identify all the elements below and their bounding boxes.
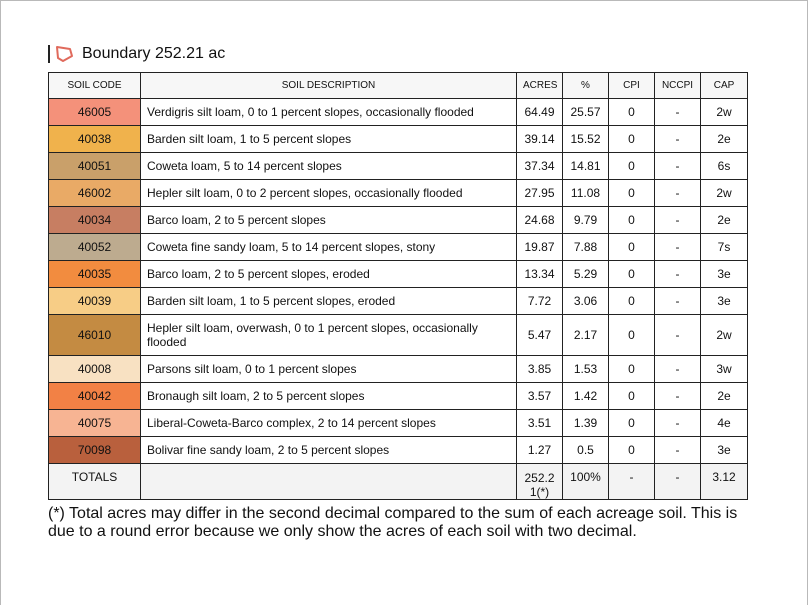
cap-cell: 4e <box>701 410 748 437</box>
soil-code-cell: 40039 <box>49 288 141 315</box>
column-header-cpi: CPI <box>609 73 655 99</box>
percent-cell: 3.06 <box>563 288 609 315</box>
soil-description-cell: Barco loam, 2 to 5 percent slopes <box>141 207 517 234</box>
cpi-cell: 0 <box>609 126 655 153</box>
percent-cell: 15.52 <box>563 126 609 153</box>
soil-description-cell: Hepler silt loam, overwash, 0 to 1 percent slopes, occasionally flooded <box>141 315 517 356</box>
soil-code-cell: 40008 <box>49 356 141 383</box>
acres-cell: 1.27 <box>517 437 563 464</box>
soil-code-cell: 40052 <box>49 234 141 261</box>
column-header-acres: ACRES <box>517 73 563 99</box>
acres-cell: 5.47 <box>517 315 563 356</box>
acres-cell: 37.34 <box>517 153 563 180</box>
nccpi-cell: - <box>655 356 701 383</box>
column-header-cap: CAP <box>701 73 748 99</box>
acres-cell: 13.34 <box>517 261 563 288</box>
percent-cell: 1.53 <box>563 356 609 383</box>
soil-description-cell: Hepler silt loam, 0 to 2 percent slopes, occasionally flooded <box>141 180 517 207</box>
soil-description-cell: Barco loam, 2 to 5 percent slopes, eroded <box>141 261 517 288</box>
acres-cell: 64.49 <box>517 99 563 126</box>
totals-acres-text: 252.2 1(*) <box>524 471 555 499</box>
acres-cell: 7.72 <box>517 288 563 315</box>
cap-cell: 2e <box>701 383 748 410</box>
column-header-percent: % <box>563 73 609 99</box>
nccpi-cell: - <box>655 180 701 207</box>
nccpi-cell: - <box>655 315 701 356</box>
nccpi-cell: - <box>655 437 701 464</box>
cpi-cell: 0 <box>609 437 655 464</box>
percent-cell: 7.88 <box>563 234 609 261</box>
soil-code-cell: 40051 <box>49 153 141 180</box>
table-row <box>49 234 748 261</box>
cpi-cell: 0 <box>609 99 655 126</box>
soil-code-cell: 46005 <box>49 99 141 126</box>
percent-cell: 9.79 <box>563 207 609 234</box>
boundary-header <box>48 44 225 64</box>
cpi-cell: 0 <box>609 234 655 261</box>
cpi-cell: 0 <box>609 383 655 410</box>
cap-cell: 2e <box>701 126 748 153</box>
cap-cell: 3e <box>701 261 748 288</box>
cap-cell: 2w <box>701 180 748 207</box>
acres-cell: 3.57 <box>517 383 563 410</box>
column-header-soil-description: SOIL DESCRIPTION <box>141 73 517 99</box>
percent-cell: 0.5 <box>563 437 609 464</box>
percent-cell: 25.57 <box>563 99 609 126</box>
soil-code-cell: 40038 <box>49 126 141 153</box>
cap-cell: 3e <box>701 437 748 464</box>
rounding-footnote: (*) Total acres may differ in the second decimal compared to the sum of each acreage soil. This is due to a round error because we only show the acres of each soil with two decimal. <box>48 505 738 540</box>
totals-acres <box>517 464 563 500</box>
acres-cell: 3.85 <box>517 356 563 383</box>
nccpi-cell: - <box>655 261 701 288</box>
column-header-nccpi: NCCPI <box>655 73 701 99</box>
percent-cell: 14.81 <box>563 153 609 180</box>
cap-cell: 3w <box>701 356 748 383</box>
soil-table <box>48 72 748 500</box>
cap-cell: 3e <box>701 288 748 315</box>
nccpi-cell: - <box>655 99 701 126</box>
soil-description-cell: Coweta fine sandy loam, 5 to 14 percent slopes, stony <box>141 234 517 261</box>
totals-percent: 100% <box>563 464 609 500</box>
nccpi-cell: - <box>655 153 701 180</box>
table-row <box>49 180 748 207</box>
boundary-polygon-icon <box>54 45 74 63</box>
table-row <box>49 410 748 437</box>
nccpi-cell: - <box>655 288 701 315</box>
cpi-cell: 0 <box>609 356 655 383</box>
totals-label: TOTALS <box>49 464 141 500</box>
percent-cell: 2.17 <box>563 315 609 356</box>
soil-description-cell: Parsons silt loam, 0 to 1 percent slopes <box>141 356 517 383</box>
nccpi-cell: - <box>655 410 701 437</box>
acres-cell: 3.51 <box>517 410 563 437</box>
acres-cell: 39.14 <box>517 126 563 153</box>
soil-code-cell: 40035 <box>49 261 141 288</box>
soil-description-cell: Barden silt loam, 1 to 5 percent slopes, eroded <box>141 288 517 315</box>
table-row <box>49 207 748 234</box>
acres-cell: 19.87 <box>517 234 563 261</box>
cap-cell: 6s <box>701 153 748 180</box>
soil-description-cell: Liberal-Coweta-Barco complex, 2 to 14 percent slopes <box>141 410 517 437</box>
cpi-cell: 0 <box>609 180 655 207</box>
table-header-row <box>49 73 748 99</box>
soil-code-cell: 40075 <box>49 410 141 437</box>
acres-cell: 24.68 <box>517 207 563 234</box>
table-row <box>49 261 748 288</box>
table-row <box>49 288 748 315</box>
cpi-cell: 0 <box>609 207 655 234</box>
nccpi-cell: - <box>655 207 701 234</box>
soil-description-cell: Bronaugh silt loam, 2 to 5 percent slopes <box>141 383 517 410</box>
cpi-cell: 0 <box>609 315 655 356</box>
soil-code-cell: 46010 <box>49 315 141 356</box>
totals-description <box>141 464 517 500</box>
header-divider <box>48 45 50 63</box>
soil-code-cell: 40042 <box>49 383 141 410</box>
totals-row <box>49 464 748 500</box>
totals-cap: 3.12 <box>701 464 748 500</box>
soil-description-cell: Coweta loam, 5 to 14 percent slopes <box>141 153 517 180</box>
cpi-cell: 0 <box>609 261 655 288</box>
percent-cell: 1.39 <box>563 410 609 437</box>
table-row <box>49 153 748 180</box>
cap-cell: 2w <box>701 315 748 356</box>
table-row <box>49 383 748 410</box>
totals-cpi: - <box>609 464 655 500</box>
soil-description-cell: Verdigris silt loam, 0 to 1 percent slopes, occasionally flooded <box>141 99 517 126</box>
cpi-cell: 0 <box>609 153 655 180</box>
cap-cell: 7s <box>701 234 748 261</box>
nccpi-cell: - <box>655 126 701 153</box>
cap-cell: 2e <box>701 207 748 234</box>
table-row <box>49 315 748 356</box>
column-header-soil-code: SOIL CODE <box>49 73 141 99</box>
table-row <box>49 99 748 126</box>
boundary-title: Boundary 252.21 ac <box>82 45 226 62</box>
cpi-cell: 0 <box>609 410 655 437</box>
cap-cell: 2w <box>701 99 748 126</box>
acres-cell: 27.95 <box>517 180 563 207</box>
table-row <box>49 126 748 153</box>
soil-description-cell: Barden silt loam, 1 to 5 percent slopes <box>141 126 517 153</box>
percent-cell: 5.29 <box>563 261 609 288</box>
nccpi-cell: - <box>655 383 701 410</box>
soil-code-cell: 70098 <box>49 437 141 464</box>
percent-cell: 11.08 <box>563 180 609 207</box>
percent-cell: 1.42 <box>563 383 609 410</box>
nccpi-cell: - <box>655 234 701 261</box>
table-row <box>49 437 748 464</box>
soil-code-cell: 46002 <box>49 180 141 207</box>
cpi-cell: 0 <box>609 288 655 315</box>
soil-description-cell: Bolivar fine sandy loam, 2 to 5 percent slopes <box>141 437 517 464</box>
table-row <box>49 356 748 383</box>
totals-nccpi: - <box>655 464 701 500</box>
soil-code-cell: 40034 <box>49 207 141 234</box>
